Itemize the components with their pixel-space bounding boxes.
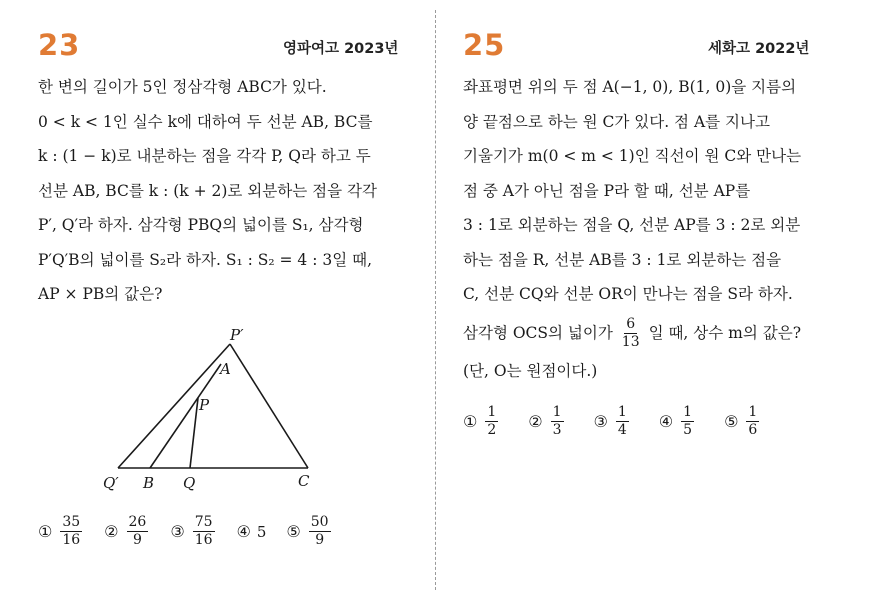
- text-line: AP × PB의 값은?: [38, 285, 163, 303]
- choice-mark: ⑤: [724, 412, 739, 431]
- triangle-diagram: [98, 322, 398, 502]
- choice-mark: ③: [170, 522, 185, 541]
- choice-mark: ④: [658, 412, 674, 431]
- choice-5[interactable]: [286, 514, 332, 549]
- label-p: P: [199, 396, 210, 414]
- answer-choices: [38, 514, 333, 549]
- choice-5[interactable]: [724, 404, 761, 439]
- label-q-prime: Q′: [103, 474, 119, 492]
- text-line: P′Q′B의 넓이를 S₂라 하자. S₁ : S₂ = 4 : 3일 때,: [38, 250, 373, 269]
- choice-1[interactable]: [38, 514, 84, 549]
- text-line: C, 선분 CQ와 선분 OR이 만나는 점을 S라 하자.: [463, 285, 793, 303]
- choice-fraction: $\frac{1}{4}$: [617, 404, 627, 438]
- choice-fraction: $\frac{50}{9}$: [310, 514, 329, 548]
- problem-source: 세화고 2022년: [708, 41, 810, 57]
- text-line: 점 중 A가 아닌 점을 P라 할 때, 선분 AP를: [463, 181, 751, 200]
- choice-mark: ①: [463, 412, 478, 431]
- choice-4[interactable]: [659, 404, 696, 439]
- column-divider: [435, 10, 436, 590]
- text-line: 하는 점을 R, 선분 AB를 3 : 1로 외분하는 점을: [463, 250, 782, 269]
- choice-fraction: $\frac{26}{9}$: [128, 514, 147, 548]
- choice-fraction: $\frac{75}{16}$: [194, 514, 213, 548]
- choice-1[interactable]: [463, 404, 500, 439]
- segment-q-prime-p-prime: [118, 344, 230, 468]
- choice-mark: ②: [104, 522, 119, 541]
- label-p-prime: P′: [230, 326, 244, 344]
- label-b: B: [143, 474, 155, 492]
- choice-fraction: $\frac{1}{5}$: [683, 404, 693, 438]
- text-line: 선분 AB, BC를 k : (k + 2)로 외분하는 점을 각각: [38, 181, 377, 200]
- label-c: C: [298, 472, 310, 490]
- problem-text: [38, 70, 377, 312]
- segment-b-a: [150, 364, 221, 468]
- area-fraction: $\frac{6}{13}$: [621, 316, 640, 350]
- choice-3[interactable]: [170, 514, 216, 549]
- choice-3[interactable]: [594, 404, 631, 439]
- choice-fraction: $\frac{1}{2}$: [487, 404, 497, 438]
- label-q: Q: [183, 474, 196, 492]
- area-condition-line: 삼각형 OCS의 넓이가 $\frac{6}{13}$ 일 때, 상수 m의 값은?: [463, 316, 802, 350]
- text-line: 0 < k < 1인 실수 k에 대하여 두 선분 AB, BC를: [38, 112, 373, 131]
- text-line: 양 끝점으로 하는 원 C가 있다. 점 A를 지나고: [463, 112, 770, 131]
- choice-fraction: $\frac{1}{3}$: [552, 404, 562, 438]
- choice-2[interactable]: [528, 404, 565, 439]
- choice-mark: ④: [236, 522, 251, 541]
- label-a: A: [220, 360, 231, 378]
- choice-mark: ③: [593, 412, 608, 431]
- text-line: k : (1 − k)로 내분하는 점을 각각 P, Q라 하고 두: [38, 147, 371, 165]
- segment-p-prime-c: [230, 344, 308, 468]
- choice-4[interactable]: [237, 522, 267, 541]
- text-line: 기울기가 m(0 < m < 1)인 직선이 원 C와 만나는: [463, 147, 802, 165]
- text-line: P′, Q′라 하자. 삼각형 PBQ의 넓이를 S₁, 삼각형: [38, 216, 364, 234]
- note-line: (단, O는 원점이다.): [463, 361, 598, 380]
- choice-2[interactable]: [104, 514, 150, 549]
- problem-number: 23: [38, 28, 81, 62]
- text-line: 한 변의 길이가 5인 정삼각형 ABC가 있다.: [38, 78, 327, 96]
- choice-fraction: $\frac{1}{6}$: [748, 404, 758, 438]
- text-line: 3 : 1로 외분하는 점을 Q, 선분 AP를 3 : 2로 외분: [463, 216, 801, 234]
- choice-fraction: $\frac{35}{16}$: [62, 514, 81, 548]
- choice-value: 5: [256, 522, 267, 541]
- problem-source: 영파여고 2023년: [283, 41, 399, 57]
- choice-mark: ⑤: [286, 522, 301, 541]
- choice-mark: ②: [528, 412, 543, 431]
- problem-number: 25: [463, 28, 506, 62]
- choice-mark: ①: [38, 522, 53, 541]
- answer-choices: [463, 404, 761, 439]
- text-line: 좌표평면 위의 두 점 A(−1, 0), B(1, 0)을 지름의: [463, 78, 797, 96]
- problem-text: [463, 70, 801, 388]
